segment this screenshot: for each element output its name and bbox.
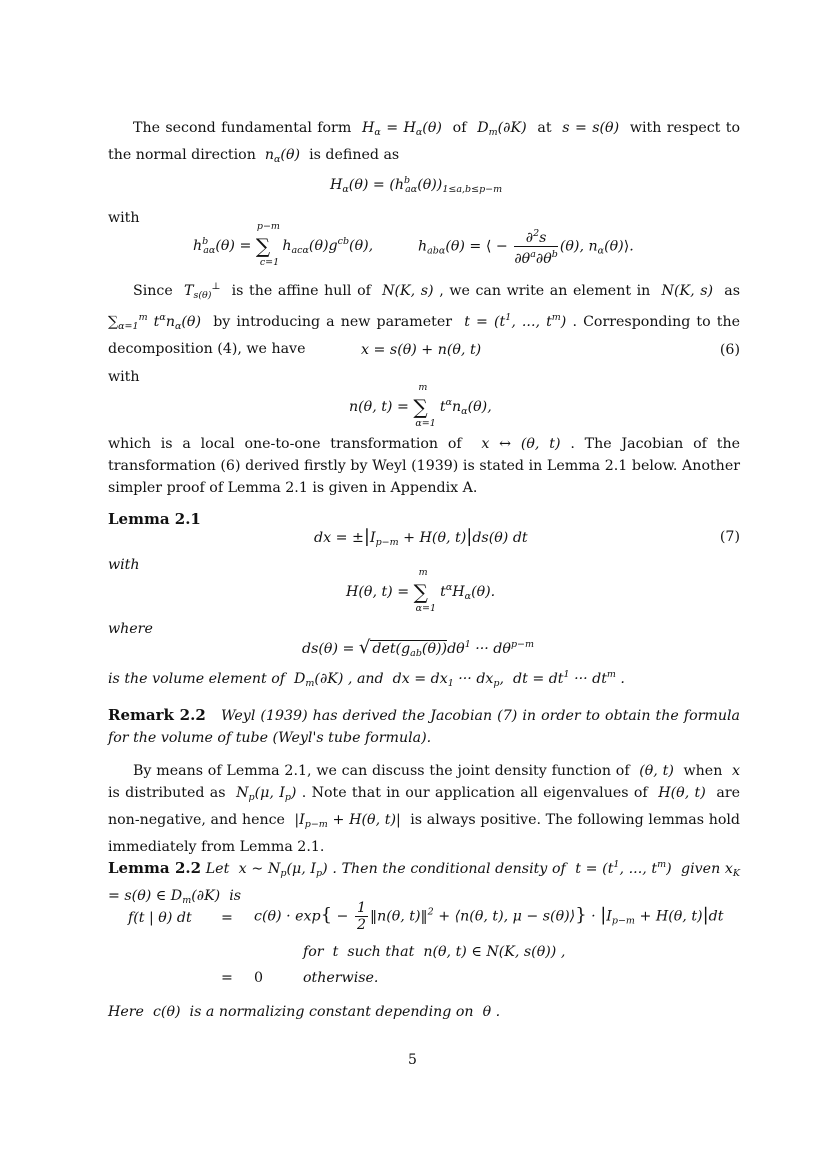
equation-h-theta-t: H(θ, t) = ∑ m α=1 $t^\alpha H_\alpha(\theta)$. — [346, 567, 496, 614]
lemma-2-1-where: where — [108, 621, 153, 637]
paragraph-second-fundamental-form: The second fundamental form $H_\alpha = H_\alpha(\theta)$ of $D_m(\partial K)$ at s = s(θ) with respect to the normal direction $n_\alpha(\theta)$ is defined as — [108, 120, 740, 165]
lemma-2-2-here: Here c(θ) is a normalizing constant depending on θ . — [108, 1004, 501, 1020]
equation-h-alpha: $H_\alpha(\theta) = (h^b_{a\alpha}(\theta))_{1\le a,b\le p-m}$ — [330, 175, 503, 195]
text-with-2: with — [108, 369, 140, 385]
equation-h-ab-alpha: $h_{ab\alpha}(\theta)$ = ⟨ − $\frac{\partial^2s}{\partial\theta^a\partial\theta^b}$ (θ), $n_\alpha(\theta)⟩$. — [418, 228, 634, 267]
equation-equals-1: = — [221, 910, 233, 926]
lemma-2-1-title: Lemma 2.1 — [108, 510, 201, 528]
remark-2-2-body: Weyl (1939) has derived the Jacobian (7) in order to obtain the formula for the volume of tube (Weyl's tube formula). — [108, 708, 741, 746]
equation-equals-2: = — [221, 970, 233, 986]
paragraph-joint-density: By means of Lemma 2.1, we can discuss the joint density function of (θ, t) when x is distributed as $N_p(\mu$, $I_p$) . Note that in our application all eigenvalues of H(θ, t) are non-negative, and hence $|I_{p-m} + H(\theta$, t)| is always positive. The following lemmas hold immediately from Lemma 2.1. — [108, 763, 741, 855]
equation-h-components: $h^b_{a\alpha}(\theta)$ = ∑ p−m c=1 $h_{ac\alpha}(\theta)g^{cb}(\theta)$, — [193, 221, 374, 268]
equation-conditional-density-rhs: c(θ) · exp{ − $\frac{1}{2}$ ‖n(θ, t)‖$^2$ + ⟨n(θ, t), μ − s(θ)⟩} · $|I_{p-m} + H(\theta$, t)|dt — [254, 900, 724, 933]
lemma-2-2-title: Lemma 2.2 — [108, 859, 202, 877]
page-number: 5 — [408, 1052, 417, 1068]
lemma-2-1-with: with — [108, 557, 140, 573]
equation-zero: 0 — [254, 970, 264, 986]
lemma-2-2-condition: for t such that n(θ, t) ∈ N(K, s(θ)) , — [303, 944, 566, 960]
equation-number-6: (6) — [719, 342, 740, 358]
equation-conditional-density-lhs: f(t | θ) dt — [128, 910, 192, 926]
lemma-2-1-tail: is the volume element of $D_m(\partial K)$ , and dx = $dx_1$ ··· $dx_p$, dt = $dt^1$ ··· $dt^m$ . — [108, 669, 625, 689]
equation-decomposition: x = s(θ) + n(θ, t) — [361, 342, 482, 358]
text-with-1: with — [108, 210, 140, 226]
equation-volume-element: ds(θ) = √ $\det(g_{ab}(\theta))d\theta^1$ ··· $d\theta^{p-m}$ — [302, 637, 534, 659]
remark-2-2-title: Remark 2.2 — [108, 706, 206, 724]
equation-n-theta-t: n(θ, t) = ∑ m α=1 $t^\alpha n_\alpha(\theta)$, — [349, 382, 492, 429]
lemma-2-2: Lemma 2.2 Let x ∼ $N_p(\mu$, $I_p$) . Then the conditional density of $t = (t^1$, ..., $t^m$) given $x_K = s(\theta)$ ∈ $D_m(\partial K)$ is — [108, 859, 741, 906]
remark-2-2 — [108, 704, 740, 749]
equation-number-7: (7) — [719, 529, 740, 545]
paragraph-since: Since $T_{s(\theta)}^\perp$ is the affine hull of N(K, s) , we can write an element in N(K, s) as $\sum_{\alpha=1}^m$ $t^\alpha n_\alpha(\theta)$ by introducing a new parameter $t = (t^1$, ..., $t^m$) . Corresponding to the decomposition (4), we have — [108, 281, 741, 357]
paragraph-jacobian-intro: which is a local one-to-one transformation of x ↔ (θ, t) . The Jacobian of the transformation (6) derived firstly by Weyl (1939) is stated in Lemma 2.1 below. Another simpler proof of Lemma 2.1 is given in Appendix A. — [108, 436, 740, 496]
lemma-2-2-otherwise: otherwise. — [303, 970, 379, 986]
equation-jacobian: dx = $\pm|I_{p-m} + H(\theta$, t)|ds(θ) dt — [314, 526, 528, 548]
